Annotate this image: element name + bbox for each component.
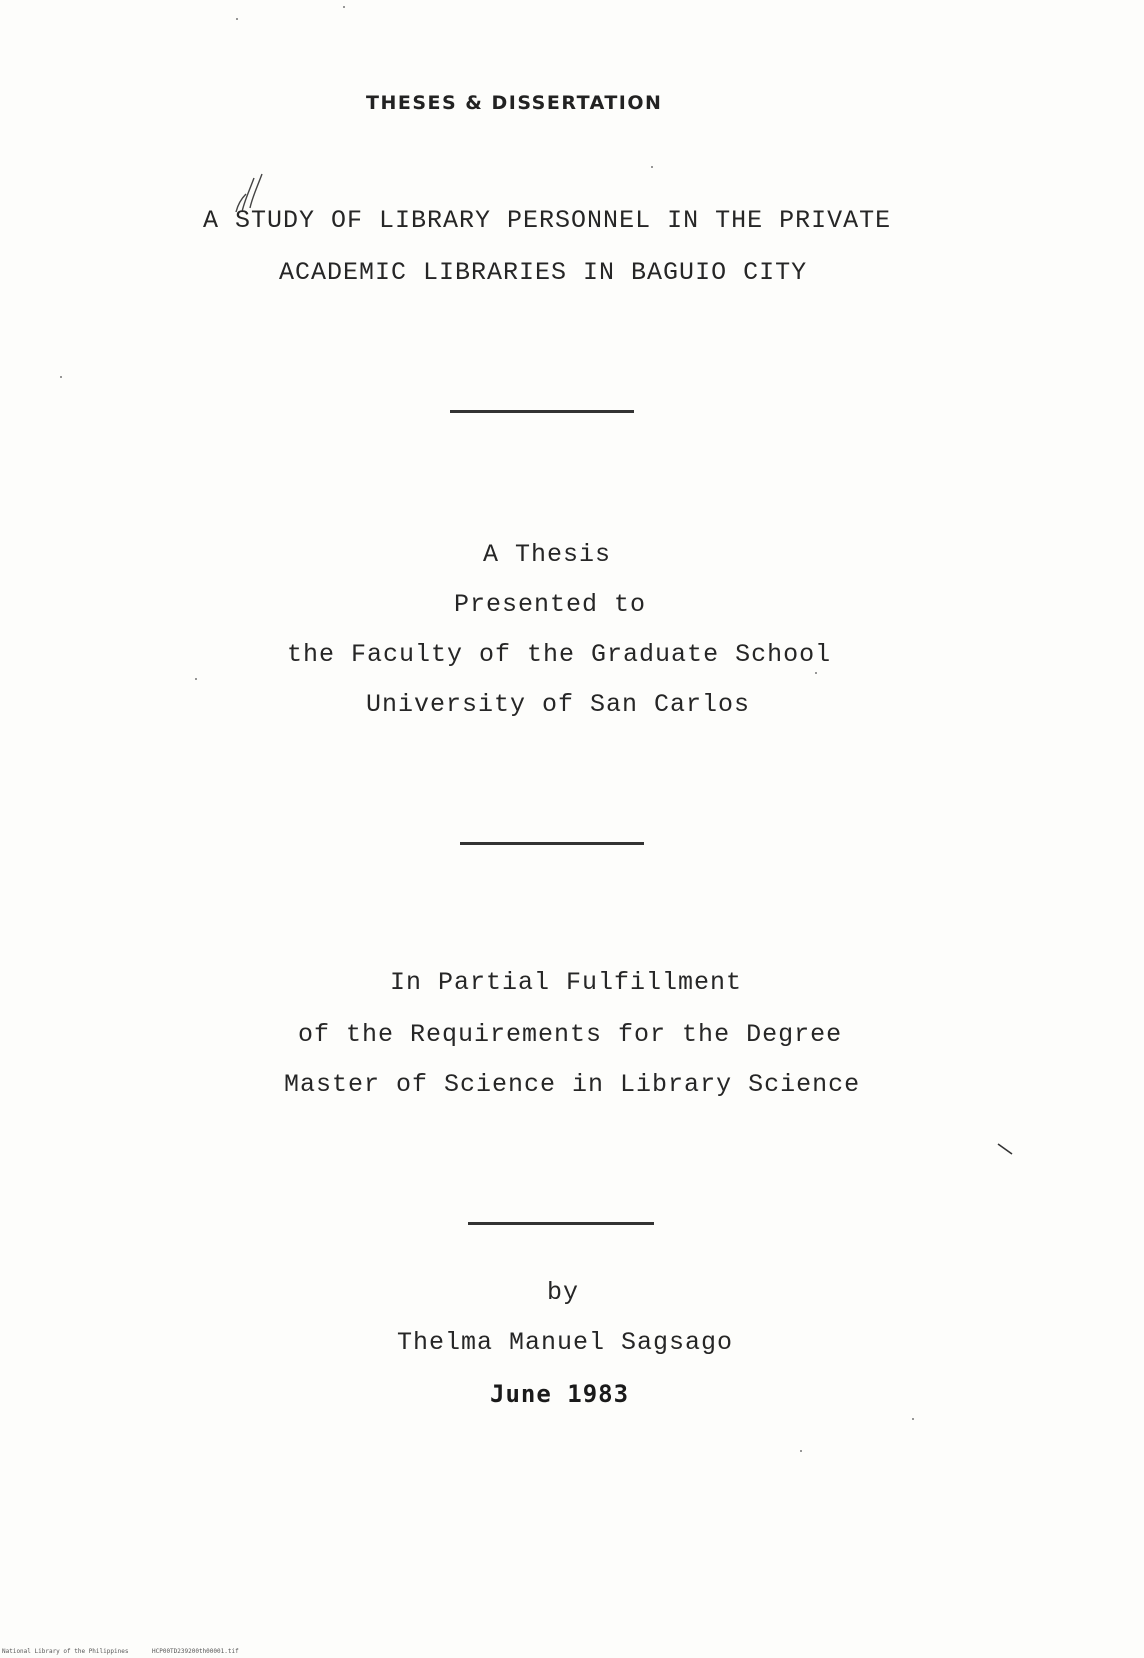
divider-rule-1	[450, 410, 634, 413]
divider-rule-3	[468, 1222, 654, 1225]
submission-date: June 1983	[490, 1380, 630, 1408]
scan-stray-mark	[996, 1142, 1016, 1156]
footer-filename: HCP00TD239200th00001.tif	[152, 1648, 239, 1655]
presentation-line-1: A Thesis	[483, 540, 612, 569]
scan-speck	[236, 18, 238, 20]
scan-speck	[195, 678, 197, 680]
presentation-line-4: University of San Carlos	[366, 690, 751, 719]
scan-speck	[651, 166, 653, 168]
author-name: Thelma Manuel Sagsago	[397, 1328, 734, 1357]
thesis-title-line-1: A STUDY OF LIBRARY PERSONNEL IN THE PRIVATE	[203, 206, 892, 235]
presentation-line-2: Presented to	[454, 590, 647, 619]
fulfillment-line-2: of the Requirements for the Degree	[298, 1020, 843, 1049]
fulfillment-line-1: In Partial Fulfillment	[390, 968, 743, 997]
scan-speck	[912, 1418, 914, 1420]
scan-speck	[60, 376, 62, 378]
footer-source: National Library of the Philippines	[2, 1648, 129, 1655]
thesis-title-line-2: ACADEMIC LIBRARIES IN BAGUIO CITY	[279, 258, 808, 287]
author-by: by	[547, 1278, 580, 1307]
scan-speck	[343, 6, 345, 8]
scan-speck	[815, 672, 817, 674]
fulfillment-line-3: Master of Science in Library Science	[284, 1070, 861, 1099]
scan-speck	[800, 1450, 802, 1452]
presentation-line-3: the Faculty of the Graduate School	[287, 640, 832, 669]
collection-stamp: THESES & DISSERTATION	[366, 92, 663, 114]
divider-rule-2	[460, 842, 644, 845]
